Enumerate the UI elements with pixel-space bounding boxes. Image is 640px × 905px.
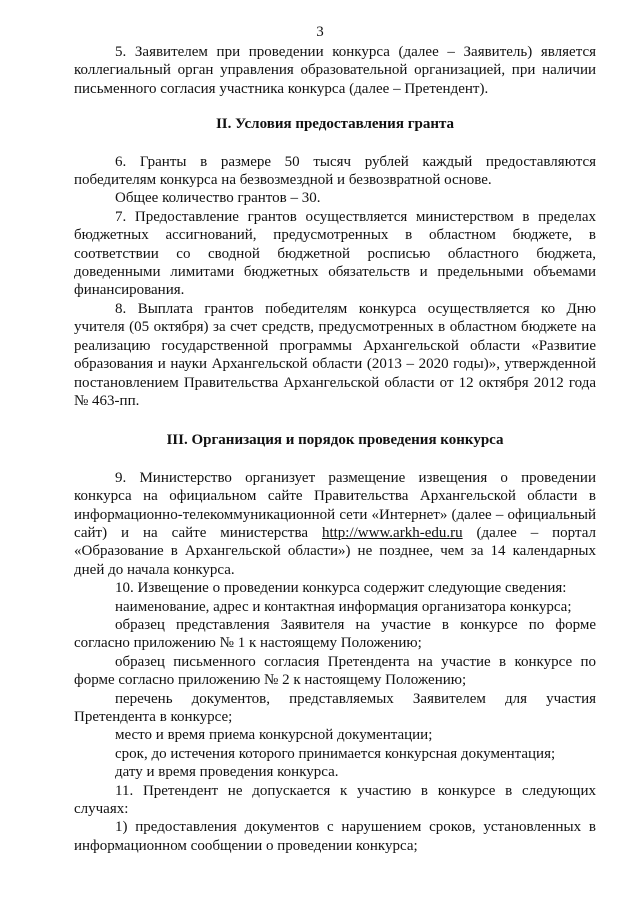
paragraph-10-item-6: срок, до истечения которого принимается конкурсная документация; [115, 745, 556, 762]
paragraph-10-item-5: место и время приема конкурсной документации; [115, 727, 433, 744]
section-heading-2: II. Условия предоставления гранта [215, 116, 455, 133]
page-number: 3 [316, 24, 324, 40]
paragraph-10-item-3: образец письменного согласия Претендента на участие в конкурсе по форме согласно приложению № 2 к настоящему Положению; [74, 653, 596, 689]
paragraph-5: 5. Заявителем при проведении конкурса (далее – Заявитель) является коллегиальный орган управления образовательной организацией, при наличии письменного согласия участника конкурса (далее – Претендент). [74, 44, 596, 97]
paragraph-10-item-4: перечень документов, представляемых Заявителем для участия Претендента в конкурсе; [74, 690, 596, 725]
ministry-site-link[interactable]: http://www.arkh-edu.ru [321, 524, 463, 541]
paragraph-10-item-7: дату и время проведения конкурса. [115, 764, 339, 781]
paragraph-8: 8. Выплата грантов победителям конкурса осуществляется ко Дню учителя (05 октября) за счет средств, предусмотренных в областном бюджете на реализацию государственной программы Архангельской области «Развитие образования и науки Архангельской области (2013 – 2020 годы)», утвержденной постановлением Правительства Архангельской области от 12 октября 2012 года № 463-пп. [74, 300, 596, 409]
paragraph-10-item-2: образец представления Заявителя на участие в конкурсе по форме согласно приложению № 1 к настоящему Положению; [74, 616, 596, 652]
paragraph-9-text-b: (далее – портал «Образование в Архангельской области») не позднее, чем за 14 календарных дней до начала конкурса. [74, 524, 596, 578]
paragraph-9-text-a: 9. Министерство организует размещение извещения о проведении конкурса на официальном сайте Правительства Архангельской области в информационно-телекоммуникационной сети «Интернет» (далее – официальный сайт) и на сайте министерства [74, 469, 596, 541]
paragraph-11: 11. Претендент не допускается к участию в конкурсе в следующих случаях: [74, 782, 596, 818]
paragraph-10-item-1: наименование, адрес и контактная информация организатора конкурса; [115, 598, 572, 615]
paragraph-6: 6. Гранты в размере 50 тысяч рублей каждый предоставляются победителям конкурса на безвозмездной и безвозвратной основе. [74, 153, 596, 189]
paragraph-7: 7. Предоставление грантов осуществляется министерством в пределах бюджетных ассигнований, предусмотренных в областном бюджете, в соответствии со сводной бюджетной росписью областного бюджета, доведенными лимитами бюджетных обязательств и предельными объемами финансирования. [74, 208, 596, 299]
paragraph-6-total: Общее количество грантов – 30. [115, 190, 321, 207]
document-body [74, 43, 596, 855]
section-heading-3: III. Организация и порядок проведения конкурса [166, 432, 504, 449]
paragraph-11-item-1: 1) предоставления документов с нарушением сроков, установленных в информационном сообщении о проведении конкурса; [74, 819, 596, 854]
paragraph-9 [74, 469, 596, 579]
paragraph-10: 10. Извещение о проведении конкурса содержит следующие сведения: [115, 580, 567, 597]
